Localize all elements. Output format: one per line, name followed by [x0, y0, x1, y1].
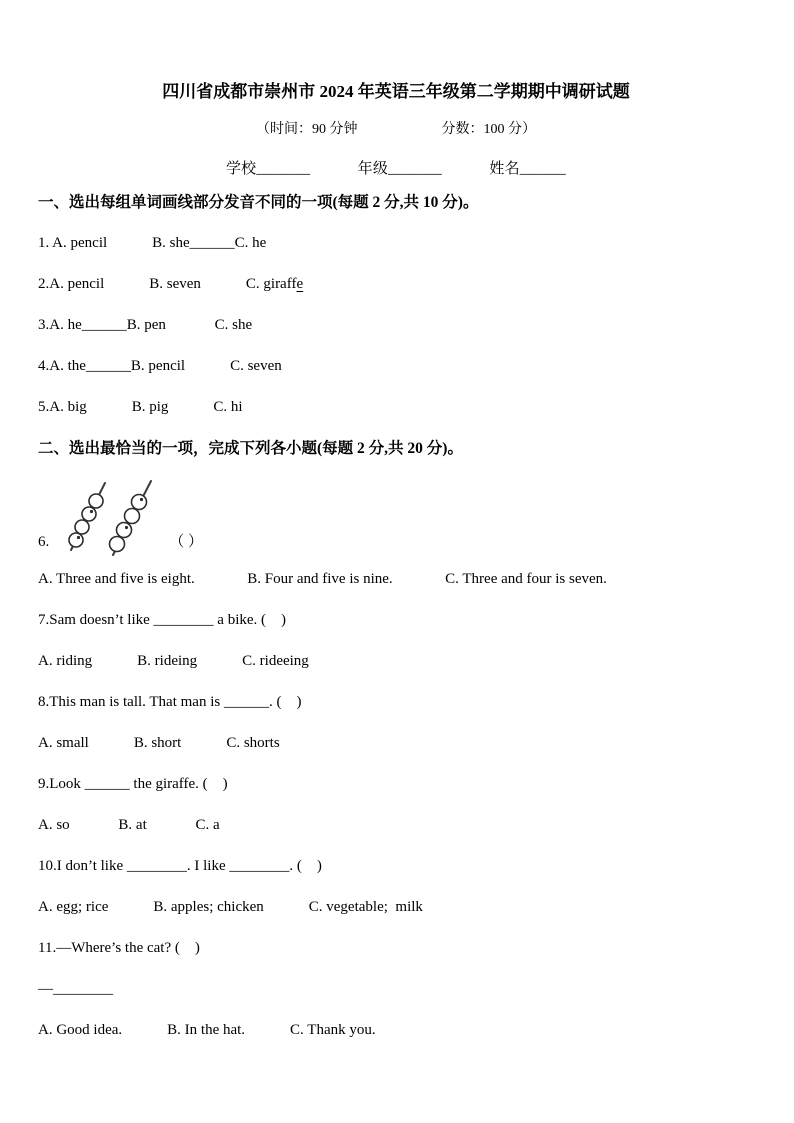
text-segment: ______ [85, 358, 131, 374]
question-3 [38, 314, 754, 337]
text-segment: B. pen C. she [126, 317, 253, 333]
section-1-heading [38, 191, 754, 214]
question-5 [38, 396, 754, 419]
text-segment: 7.Sam doesn’t like ________ a bike. ( ) [38, 612, 287, 628]
text-segment: 3.A. he [38, 317, 82, 333]
text-segment: A. Good idea. B. In the hat. C. Thank you. [38, 1022, 376, 1038]
text-segment: 二、选出最恰当的一项，完成下列各小题(每题 2 分,共 20 分)。 [38, 440, 463, 457]
question-6-options [38, 568, 754, 591]
exam-time-score-line: （时间：90 分钟 分数：100 分） [256, 122, 536, 137]
text-segment: ______ [189, 235, 235, 251]
text-segment: 5.A. big B. pig C. hi [38, 399, 243, 415]
text-segment: 一、选出每组单词画线部分发音不同的一项(每题 2 分,共 10 分)。 [38, 194, 479, 211]
question-9-options [38, 814, 754, 837]
question-10-options [38, 896, 754, 919]
candied-haws-image [61, 478, 161, 556]
text-segment: —________ [38, 981, 113, 997]
question-8-options [38, 732, 754, 755]
text-segment: 9.Look ______ the giraffe. ( ) [38, 776, 228, 792]
question-4 [38, 355, 754, 378]
text-segment: A. riding B. rideing C. rideeing [38, 653, 309, 669]
text-segment: 8.This man is tall. That man is ______. ( ) [38, 694, 302, 710]
question-7 [38, 609, 754, 632]
text-segment: B. pencil C. seven [130, 358, 282, 374]
question-11 [38, 937, 754, 960]
question-6-number: 6. [38, 534, 50, 550]
exam-title: 四川省成都市崇州市 2024 年英语三年级第二学期期中调研试题 [162, 82, 630, 101]
underlined-text: e [296, 276, 304, 292]
text-segment: A. egg; rice B. apples; chicken C. vegetable; milk [38, 899, 423, 915]
question-1 [38, 232, 754, 255]
text-segment: 10.I don’t like ________. I like ________. ( ) [38, 858, 322, 874]
question-6-answer-parens: （ ） [169, 534, 204, 550]
text-segment: 11.—Where’s the cat? ( ) [38, 940, 200, 956]
question-11-answer-blank [38, 978, 754, 1001]
text-segment: C. he [234, 235, 267, 251]
text-segment: A. Three and five is eight. B. Four and five is nine. C. Three and four is seven. [38, 571, 607, 587]
school-grade-name-blanks: 学校_______ 年级_______ 姓名______ [225, 161, 566, 177]
question-7-options [38, 650, 754, 673]
text-segment: A. small B. short C. shorts [38, 735, 280, 751]
section-2-heading [38, 437, 754, 460]
text-segment: A. so B. at C. a [38, 817, 220, 833]
question-8 [38, 691, 754, 714]
question-2 [38, 273, 754, 296]
question-6-row [38, 478, 754, 554]
text-segment: 1. A. pencil B. she [38, 235, 190, 251]
question-10 [38, 855, 754, 878]
question-9 [38, 773, 754, 796]
question-11-options [38, 1019, 754, 1042]
exam-body [38, 191, 754, 1042]
text-segment: 4.A. the [38, 358, 86, 374]
text-segment: 2.A. pencil B. seven C. giraff [38, 276, 297, 292]
text-segment: ______ [81, 317, 127, 333]
